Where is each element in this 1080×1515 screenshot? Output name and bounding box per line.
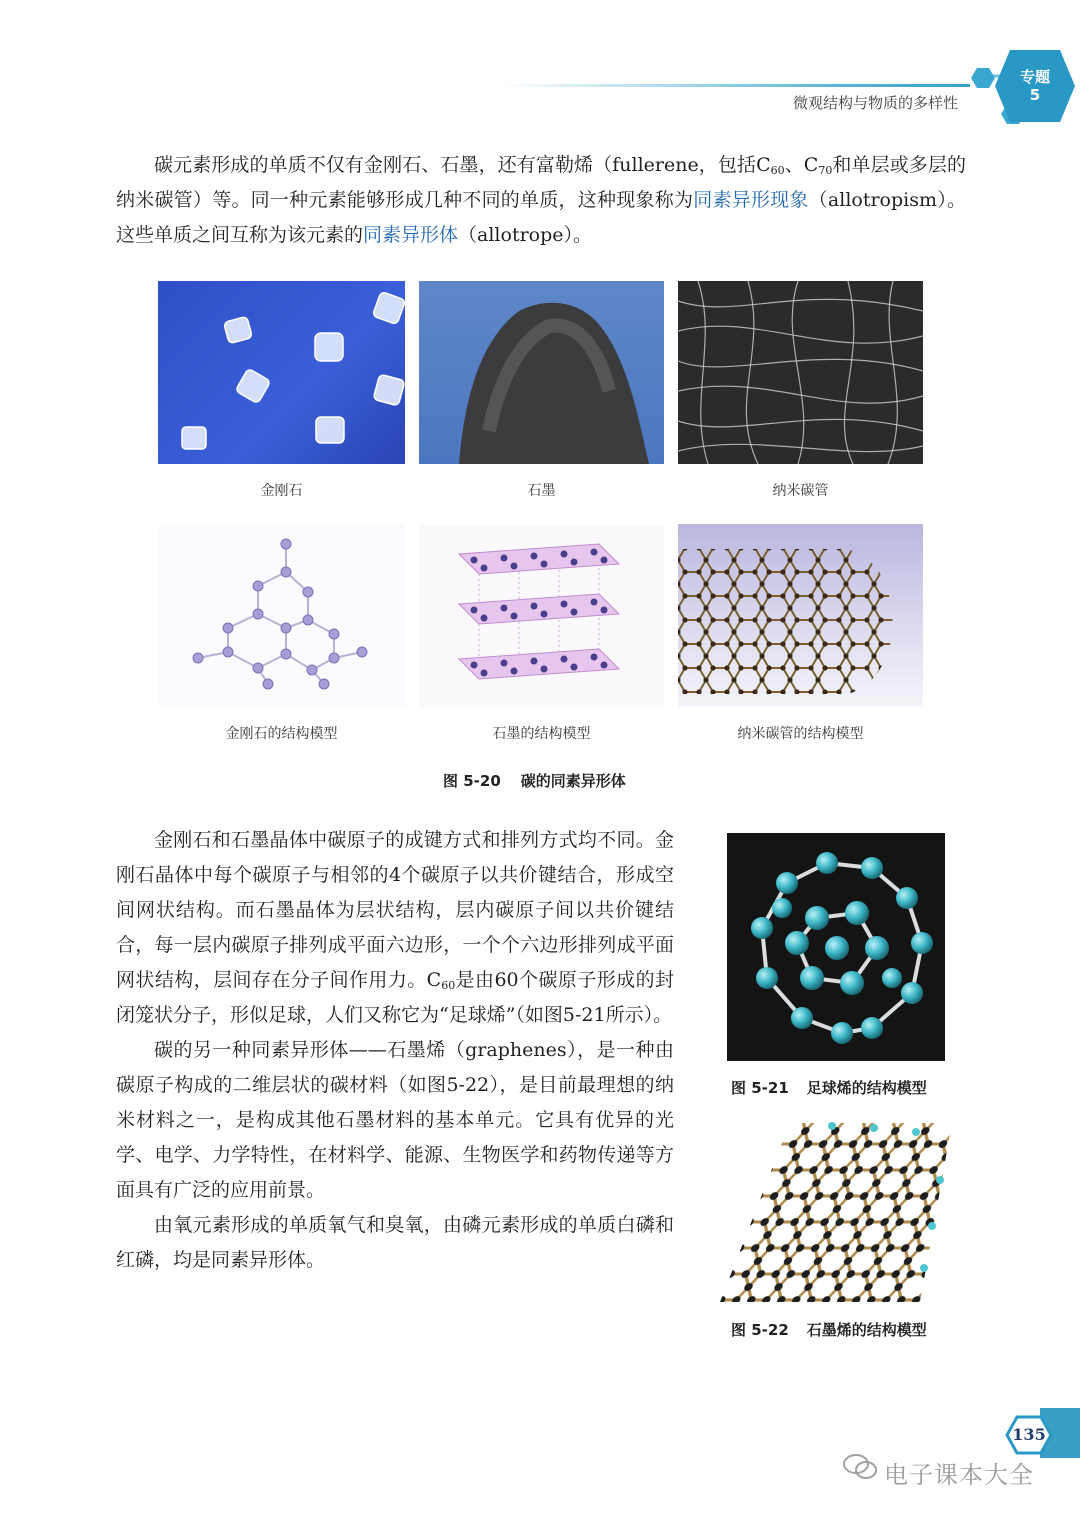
body-text <box>116 823 674 1278</box>
subscript-60-body: 60 <box>441 979 456 992</box>
caption-graphite: 石墨 <box>527 483 556 499</box>
figure-5-21-caption <box>731 1077 927 1098</box>
caption-diamond-model: 金刚石的结构模型 <box>225 726 338 742</box>
figure-5-21-title: 足球烯的结构模型 <box>806 1079 927 1097</box>
intro-text-d: （allotropism）。这些单质之间互称为该元素的 <box>116 189 966 246</box>
figure-5-22-title: 石墨烯的结构模型 <box>806 1321 927 1339</box>
term-allotropism: 同素异形现象 <box>693 189 809 211</box>
badge-label: 专题 <box>1019 68 1050 86</box>
header-rule <box>500 84 970 87</box>
page-number: 135 <box>1012 1425 1046 1444</box>
caption-nanotube: 纳米碳管 <box>772 483 829 499</box>
caption-nanotube-model: 纳米碳管的结构模型 <box>737 726 864 742</box>
figure-5-22-label: 图 5-22 <box>731 1321 789 1339</box>
body-text-a: 金刚石和石墨晶体中碳原子的成键方式和排列方式均不同。金刚石晶体中每个碳原子与相邻的4个碳原子以共价键结合，形成空间网状结构。而石墨晶体为层状结构，层内碳原子间以共价键结合，每一层内碳原子排列成平面六边形，一个个六边形排列成平面网状结构，层间存在分子间作用力。C <box>116 829 674 991</box>
caption-graphite-model: 石墨的结构模型 <box>492 726 591 742</box>
paragraph-oxygen-phosphorus: 由氧元素形成的单质氧气和臭氧，由磷元素形成的单质白磷和红磷，均是同素异形体。 <box>116 1214 674 1271</box>
figure-5-20-title: 碳的同素异形体 <box>520 772 626 790</box>
figure-5-20-caption <box>443 770 626 791</box>
intro-paragraph <box>116 148 966 253</box>
intro-text-a: 碳元素形成的单质不仅有金刚石、石墨，还有富勒烯（fullerene，包括C <box>154 154 771 176</box>
badge-number: 5 <box>1029 86 1041 104</box>
figure-5-22-caption <box>731 1319 927 1340</box>
graphite-structure-model <box>419 524 664 707</box>
paragraph-diamond-graphite <box>116 823 674 1033</box>
diamond-photo <box>158 281 405 464</box>
figure-5-20-label: 图 5-20 <box>443 772 501 790</box>
subscript-70: 70 <box>818 164 833 177</box>
chapter-badge <box>965 46 1080 126</box>
figure-5-21-label: 图 5-21 <box>731 1079 789 1097</box>
watermark-text: 电子课本大全 <box>884 1461 1034 1489</box>
page-number-badge <box>1005 1415 1053 1455</box>
fullerene-model <box>727 833 945 1061</box>
intro-text-c: 和单层或多层的纳米碳管）等。同一种元素能够形成几种不同的单质，这种现象称为 <box>116 154 966 211</box>
nanotube-structure-model <box>678 524 923 707</box>
term-allotrope: 同素异形体 <box>363 224 459 246</box>
subscript-60: 60 <box>770 164 785 177</box>
nanotube-photo <box>678 281 923 464</box>
graphene-model <box>720 1118 952 1302</box>
graphite-photo <box>419 281 664 464</box>
intro-text-b: 、C <box>784 154 819 176</box>
chapter-subtitle: 微观结构与物质的多样性 <box>792 94 958 112</box>
body-text-b: 是由60个碳原子形成的封闭笼状分子，形似足球，人们又称它为“足球烯”（如图5-21所示）。 <box>116 969 674 1026</box>
caption-diamond: 金刚石 <box>260 483 303 499</box>
paragraph-graphene: 碳的另一种同素异形体——石墨烯（graphenes），是一种由碳原子构成的二维层状的碳材料（如图5-22），是目前最理想的纳米材料之一，是构成其他石墨材料的基本单元。它具有优异的光学、电学、力学特性，在材料学、能源、生物医学和药物传递等方面具有广泛的应用前景。 <box>116 1039 674 1201</box>
wechat-icon <box>842 1452 878 1482</box>
intro-text-e: （allotrope）。 <box>458 224 593 246</box>
diamond-structure-model <box>158 524 405 707</box>
